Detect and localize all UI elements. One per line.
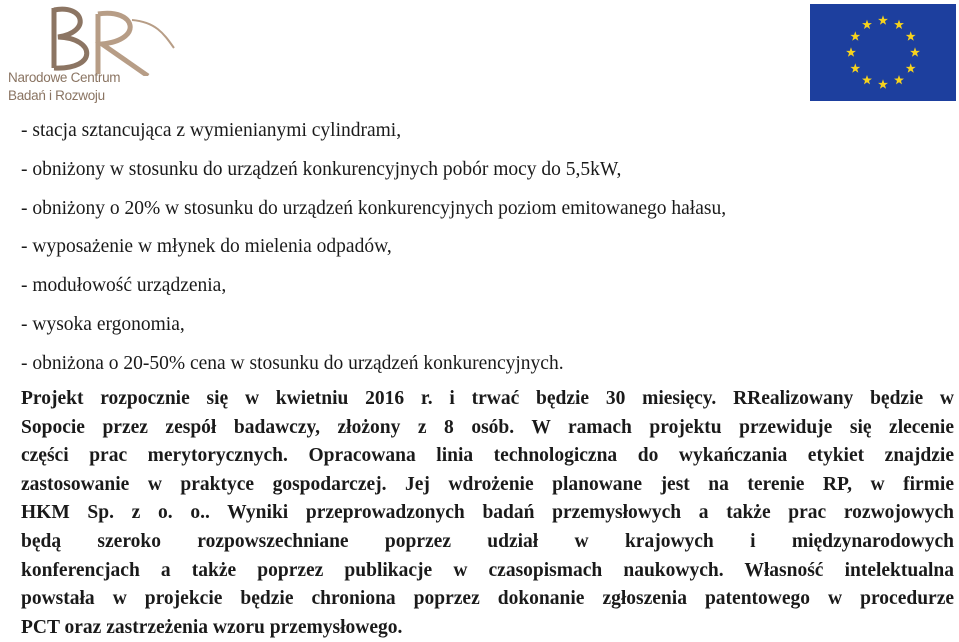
list-item: - modułowość urządzenia, [21, 275, 227, 297]
list-item: - wyposażenie w młynek do mielenia odpadów, [21, 236, 392, 258]
paragraph-line: HKM Sp. z o. o.. Wyniki przeprowadzonych badań przemysłowych a także prac rozwojowych [21, 502, 954, 524]
eu-star-icon [906, 31, 916, 40]
eu-stars-icon [810, 4, 956, 101]
eu-star-icon [894, 75, 904, 84]
org-name-line2: Badań i Rozwoju [8, 88, 105, 103]
eu-star-icon [910, 47, 920, 56]
eu-star-icon [862, 20, 872, 29]
paragraph-line: Projekt rozpocznie się w kwietniu 2016 r. i trwać będzie 30 miesięcy. RRealizowany będzie w [21, 388, 954, 409]
list-item: - obniżony o 20% w stosunku do urządzeń konkurencyjnych poziom emitowanego hałasu, [21, 197, 727, 219]
eu-star-icon [850, 31, 860, 40]
list-item: - wysoka ergonomia, [21, 313, 185, 335]
eu-star-icon [862, 75, 872, 84]
eu-star-icon [878, 79, 888, 88]
paragraph-line: zastosowanie w praktyce gospodarczej. Jej wdrożenie planowane jest na terenie RP, w firmie [21, 473, 954, 495]
eu-star-icon [846, 47, 856, 56]
list-item: - stacja sztancująca z wymienianymi cylindrami, [21, 120, 402, 141]
list-item: - obniżony w stosunku do urządzeń konkurencyjnych pobór mocy do 5,5kW, [21, 158, 622, 180]
eu-star-icon [850, 63, 860, 72]
project-description [21, 385, 954, 642]
paragraph-line: części prac merytorycznych. Opracowana linia technologiczna do wykańczania etykiet znajdzie [21, 445, 954, 467]
paragraph-line: Sopocie przez zespół badawczy, złożony z 8 osób. W ramach projektu przewiduje się zlecenie [21, 416, 954, 438]
paragraph-line: konferencjach a także poprzez publikacje w czasopismach naukowych. Własność intelektualna [21, 559, 954, 581]
paragraph-line: PCT oraz zastrzeżenia wzoru przemysłowego. [21, 616, 403, 638]
feature-list [21, 118, 726, 390]
list-item: - obniżona o 20-50% cena w stosunku do urządzeń konkurencyjnych. [21, 352, 564, 374]
ncbr-monogram-icon [36, 4, 181, 76]
paragraph-line: powstała w projekcie będzie chroniona poprzez dokonanie zgłoszenia patentowego w procedurze [21, 588, 954, 610]
eu-star-icon [906, 63, 916, 72]
ncbr-logo [6, 4, 181, 109]
paragraph-line: będą szeroko rozpowszechniane poprzez udział w krajowych i międzynarodowych [21, 530, 954, 552]
eu-flag [810, 4, 956, 101]
org-name-line1: Narodowe Centrum [8, 70, 121, 85]
eu-star-icon [878, 15, 888, 24]
eu-star-icon [894, 20, 904, 29]
